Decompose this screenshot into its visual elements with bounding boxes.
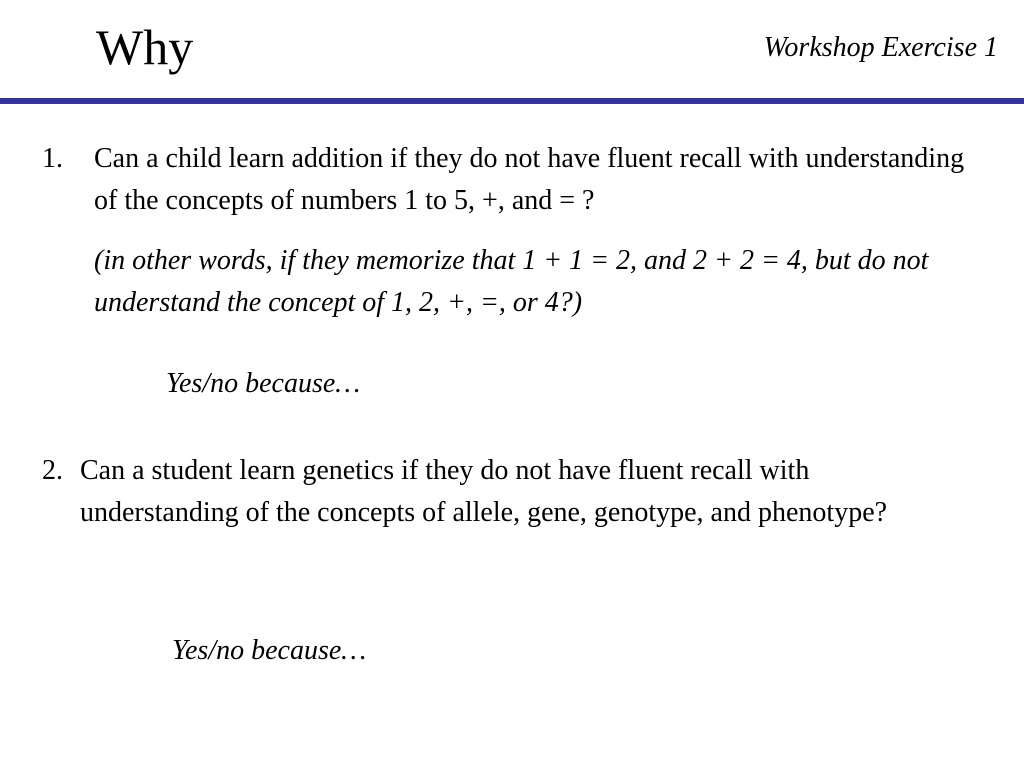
question-1-answer-prompt: Yes/no because… (166, 368, 361, 399)
slide-title: Why (96, 19, 194, 75)
question-1-number: 1. (42, 143, 63, 174)
question-2-text: Can a student learn genetics if they do not have fluent recall with understanding of the concepts of allele, gene, genotype, and phenotype? (80, 455, 888, 528)
title-divider (0, 98, 1024, 104)
question-2-number: 2. (42, 455, 63, 486)
question-2-answer-prompt: Yes/no because… (172, 635, 367, 666)
question-1-text: Can a child learn addition if they do not have fluent recall with understanding of the concepts of numbers 1 to 5, +, and = ? (94, 143, 965, 216)
slide-subtitle: Workshop Exercise 1 (763, 32, 998, 63)
question-1-note: (in other words, if they memorize that 1 + 1 = 2, and 2 + 2 = 4, but do not understand the concept of 1, 2, +, =, or 4?) (94, 245, 929, 318)
